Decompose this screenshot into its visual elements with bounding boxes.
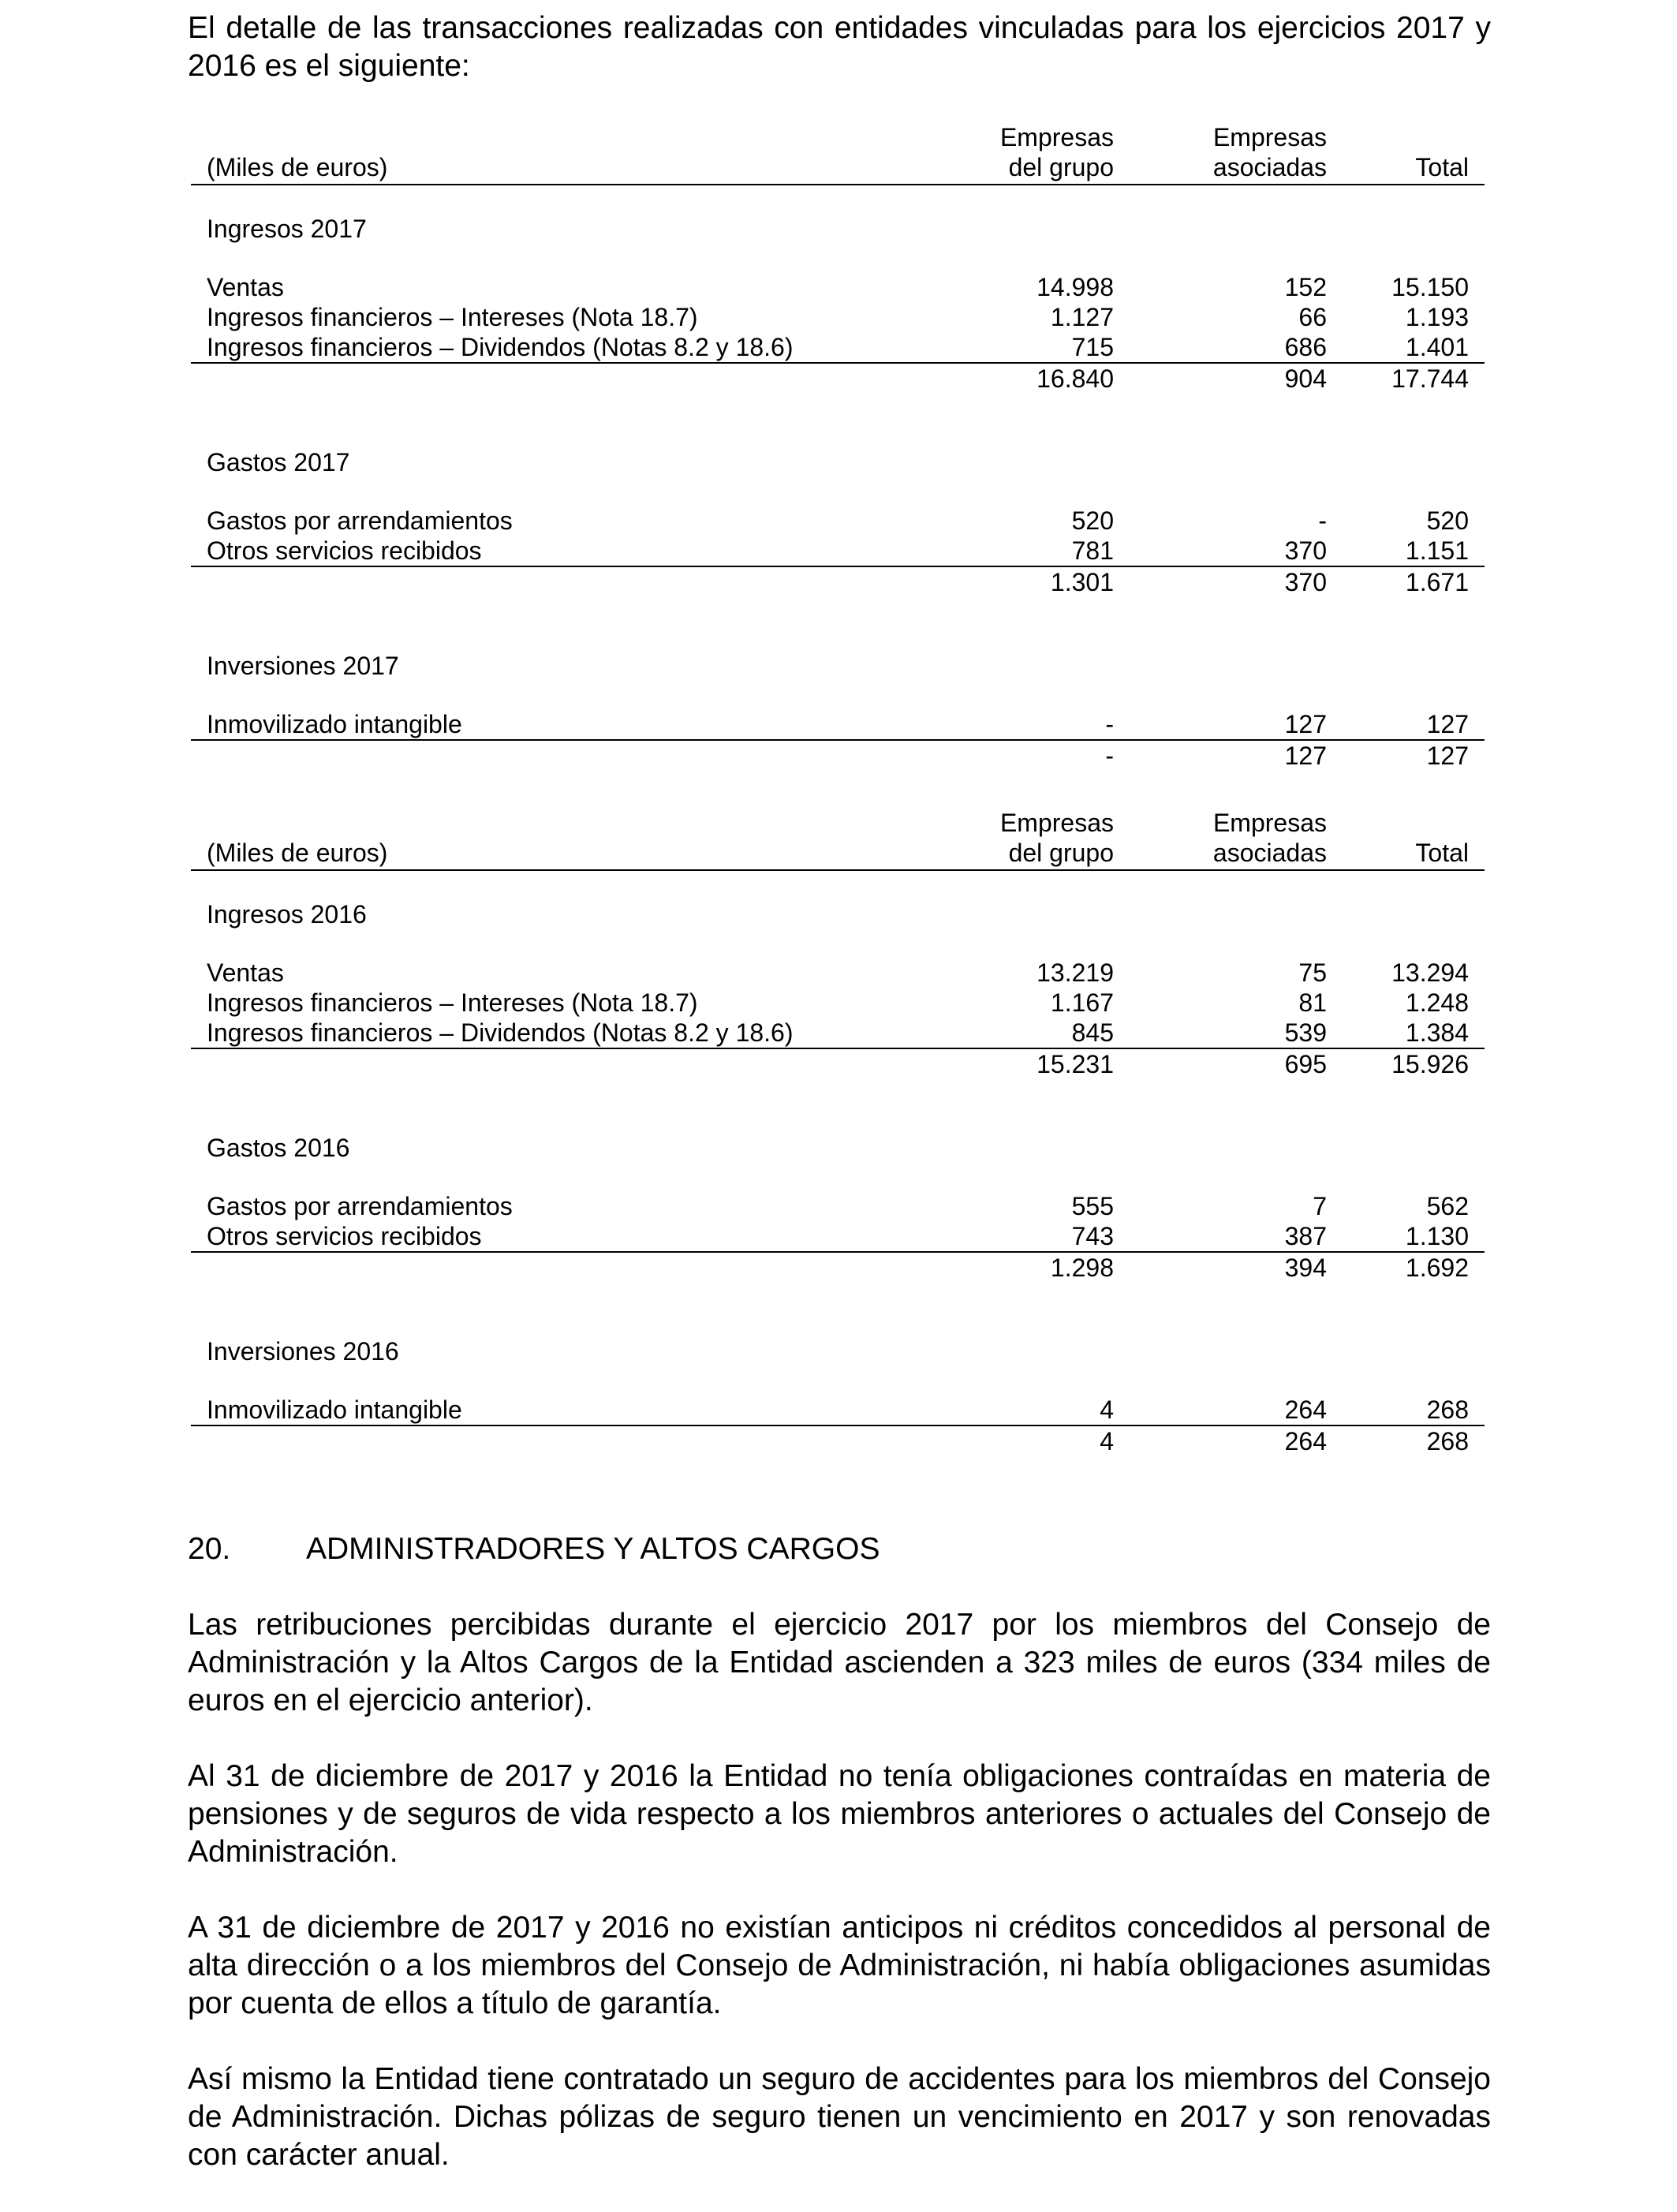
- value-group: -: [972, 709, 1114, 740]
- value-associates: -: [1318, 506, 1327, 535]
- table-row: [191, 1191, 1485, 1221]
- row-label: Ingresos financieros – Dividendos (Notas 8.2 y 18.6): [191, 332, 972, 363]
- row-label: Otros servicios recibidos: [191, 536, 972, 566]
- section-title-row: [191, 185, 1485, 272]
- row-label: Ventas: [207, 273, 284, 301]
- value-group: 781: [972, 536, 1114, 566]
- value-group: 1.127: [1050, 303, 1114, 331]
- subtotal-associates: 394: [1284, 1254, 1327, 1282]
- table-row: [191, 302, 1485, 332]
- section-number: 20.: [188, 1532, 231, 1566]
- subtotal-group: -: [1105, 742, 1114, 770]
- header-line: asociadas: [1212, 839, 1327, 867]
- section-title: Ingresos 2017: [207, 215, 367, 243]
- subtotal-total: 15.926: [1391, 1050, 1469, 1078]
- subtotal-row: [191, 1048, 1485, 1104]
- subtotal-total: 1.692: [1405, 1254, 1469, 1282]
- subtotal-group: 16.840: [1036, 364, 1114, 393]
- empty-cell: [191, 1425, 972, 1456]
- table-header-row: [191, 122, 1485, 185]
- section-title: ADMINISTRADORES Y ALTOS CARGOS: [306, 1532, 880, 1566]
- empty-cell: [972, 185, 1114, 272]
- header-line: Empresas: [1212, 123, 1327, 151]
- subtotal-row: [191, 1425, 1485, 1456]
- header-col2: [1114, 808, 1327, 870]
- empty-cell: [1114, 419, 1327, 506]
- subtotal-total: 268: [1426, 1427, 1469, 1455]
- value-total: 1.384: [1327, 1018, 1485, 1048]
- row-label: Inmovilizado intangible: [191, 1395, 972, 1425]
- header-line: Empresas: [1212, 809, 1327, 837]
- empty-cell: [191, 1252, 972, 1308]
- subtotal-group: 15.231: [1036, 1050, 1114, 1078]
- value-total: 1.151: [1327, 536, 1485, 566]
- table-header-row: [191, 808, 1485, 870]
- value-associates: 75: [1298, 958, 1327, 987]
- section-heading: [188, 1530, 880, 1568]
- value-associates: 539: [1114, 1018, 1327, 1048]
- value-group: 13.219: [1036, 958, 1114, 987]
- subtotal-total: 1.671: [1405, 568, 1469, 596]
- empty-cell: [1327, 622, 1485, 709]
- empty-cell: [1114, 185, 1327, 272]
- subtotal-group: 1.301: [1050, 568, 1114, 596]
- section-title-row: [191, 1104, 1485, 1191]
- empty-cell: [972, 419, 1114, 506]
- table-row: [191, 988, 1485, 1018]
- section-title: Inversiones 2017: [207, 652, 399, 680]
- value-group: 4: [972, 1395, 1114, 1425]
- section-title-row: [191, 1308, 1485, 1395]
- subtotal-associates: 904: [1284, 364, 1327, 393]
- empty-cell: [972, 870, 1114, 958]
- subtotal-row: [191, 1252, 1485, 1308]
- empty-cell: [1327, 870, 1485, 958]
- subtotal-row: [191, 740, 1485, 771]
- header-line: Empresas: [999, 809, 1114, 837]
- subtotal-total: 17.744: [1391, 364, 1469, 393]
- subtotal-associates: 127: [1284, 742, 1327, 770]
- paragraph: Al 31 de diciembre de 2017 y 2016 la Entidad no tenía obligaciones contraídas en materia de pensiones y de seguros de vida respecto a los miembros anteriores o actuales del Consejo de Administración.: [188, 1759, 1491, 1869]
- value-group: 715: [972, 332, 1114, 363]
- value-group: 555: [1071, 1192, 1114, 1220]
- subtotal-group: 1.298: [1050, 1254, 1114, 1282]
- empty-cell: [191, 740, 972, 771]
- table-body: [191, 808, 1485, 1456]
- empty-cell: [972, 1104, 1114, 1191]
- row-label: Otros servicios recibidos: [191, 1221, 972, 1252]
- value-associates: 127: [1114, 709, 1327, 740]
- empty-cell: [972, 1308, 1114, 1395]
- table-row: [191, 709, 1485, 740]
- transactions-table-2017: [191, 122, 1485, 771]
- empty-cell: [1114, 870, 1327, 958]
- empty-cell: [191, 1048, 972, 1104]
- value-total: 520: [1426, 506, 1469, 535]
- value-group: 14.998: [1036, 273, 1114, 301]
- intro-paragraph: El detalle de las transacciones realizadas con entidades vinculadas para los ejercicios 2017 y 2016 es el siguiente:: [188, 11, 1491, 83]
- value-total: 1.193: [1405, 303, 1469, 331]
- section-title-row: [191, 419, 1485, 506]
- header-units-label: (Miles de euros): [191, 808, 972, 870]
- value-associates: 81: [1298, 988, 1327, 1017]
- subtotal-associates: 264: [1284, 1427, 1327, 1455]
- value-total: 1.130: [1327, 1221, 1485, 1252]
- empty-cell: [1114, 622, 1327, 709]
- value-group: 743: [972, 1221, 1114, 1252]
- value-total: 1.401: [1327, 332, 1485, 363]
- header-total: Total: [1327, 122, 1485, 185]
- paragraph: A 31 de diciembre de 2017 y 2016 no existían anticipos ni créditos concedidos al personal de alta dirección o a los miembros del Consejo de Administración, ni había obligaciones asumidas por cuenta de ellos a título de garantía.: [188, 1911, 1491, 2020]
- table-row: [191, 506, 1485, 536]
- subtotal-associates: 695: [1284, 1050, 1327, 1078]
- value-associates: 387: [1114, 1221, 1327, 1252]
- value-group: 520: [1071, 506, 1114, 535]
- subtotal-total: 127: [1426, 742, 1469, 770]
- table-row: [191, 1395, 1485, 1425]
- value-associates: 264: [1114, 1395, 1327, 1425]
- value-group: 1.167: [1050, 988, 1114, 1017]
- table-row: [191, 1018, 1485, 1048]
- empty-cell: [972, 622, 1114, 709]
- header-line: del grupo: [1008, 839, 1114, 867]
- section-title: Gastos 2017: [207, 448, 350, 476]
- empty-cell: [1114, 1104, 1327, 1191]
- header-col2: [1114, 122, 1327, 185]
- table-row: [191, 536, 1485, 566]
- value-total: 562: [1426, 1192, 1469, 1220]
- table-row: [191, 1221, 1485, 1252]
- header-line: del grupo: [1008, 153, 1114, 181]
- transactions-table-2016: [191, 808, 1485, 1456]
- subtotal-group: 4: [1100, 1427, 1114, 1455]
- paragraph: Así mismo la Entidad tiene contratado un seguro de accidentes para los miembros del Consejo de Administración. Dichas pólizas de seguro tienen un vencimiento en 2017 y son renovadas con carácter anual.: [188, 2062, 1491, 2172]
- value-associates: 686: [1114, 332, 1327, 363]
- row-label: Ingresos financieros – Intereses (Nota 18.7): [207, 988, 698, 1017]
- section-title: Ingresos 2016: [207, 900, 367, 929]
- row-label: Ingresos financieros – Intereses (Nota 18.7): [207, 303, 698, 331]
- row-label: Ventas: [207, 958, 284, 987]
- section-title-row: [191, 622, 1485, 709]
- subtotal-associates: 370: [1284, 568, 1327, 596]
- value-total: 127: [1327, 709, 1485, 740]
- subtotal-row: [191, 363, 1485, 419]
- row-label: Ingresos financieros – Dividendos (Notas 8.2 y 18.6): [191, 1018, 972, 1048]
- header-col1: [972, 808, 1114, 870]
- row-label: Inmovilizado intangible: [191, 709, 972, 740]
- section-title: Inversiones 2016: [207, 1337, 399, 1366]
- empty-cell: [1327, 1104, 1485, 1191]
- value-total: 268: [1327, 1395, 1485, 1425]
- value-group: 845: [972, 1018, 1114, 1048]
- subtotal-row: [191, 566, 1485, 622]
- value-total: 13.294: [1391, 958, 1469, 987]
- section-body: [188, 1606, 1491, 2212]
- table-row: [191, 272, 1485, 302]
- table-row: [191, 332, 1485, 363]
- table-row: [191, 958, 1485, 988]
- empty-cell: [1114, 1308, 1327, 1395]
- empty-cell: [1327, 185, 1485, 272]
- table-body: [191, 122, 1485, 771]
- empty-cell: [1327, 1308, 1485, 1395]
- header-col1: [972, 122, 1114, 185]
- value-total: 1.248: [1405, 988, 1469, 1017]
- value-associates: 370: [1114, 536, 1327, 566]
- row-label: Gastos por arrendamientos: [207, 1192, 513, 1220]
- value-total: 15.150: [1391, 273, 1469, 301]
- section-title-row: [191, 870, 1485, 958]
- value-associates: 66: [1298, 303, 1327, 331]
- empty-cell: [1327, 419, 1485, 506]
- header-line: Empresas: [999, 123, 1114, 151]
- header-units-label: (Miles de euros): [191, 122, 972, 185]
- header-total: Total: [1327, 808, 1485, 870]
- empty-cell: [191, 363, 972, 419]
- section-title: Gastos 2016: [207, 1134, 350, 1162]
- value-associates: 7: [1313, 1192, 1327, 1220]
- row-label: Gastos por arrendamientos: [207, 506, 513, 535]
- header-line: asociadas: [1212, 153, 1327, 181]
- empty-cell: [191, 566, 972, 622]
- value-associates: 152: [1284, 273, 1327, 301]
- paragraph: Las retribuciones percibidas durante el ejercicio 2017 por los miembros del Consejo de Administración y la Altos Cargos de la Entidad ascienden a 323 miles de euros (334 miles de euros en el ejercicio anterior).: [188, 1608, 1491, 1717]
